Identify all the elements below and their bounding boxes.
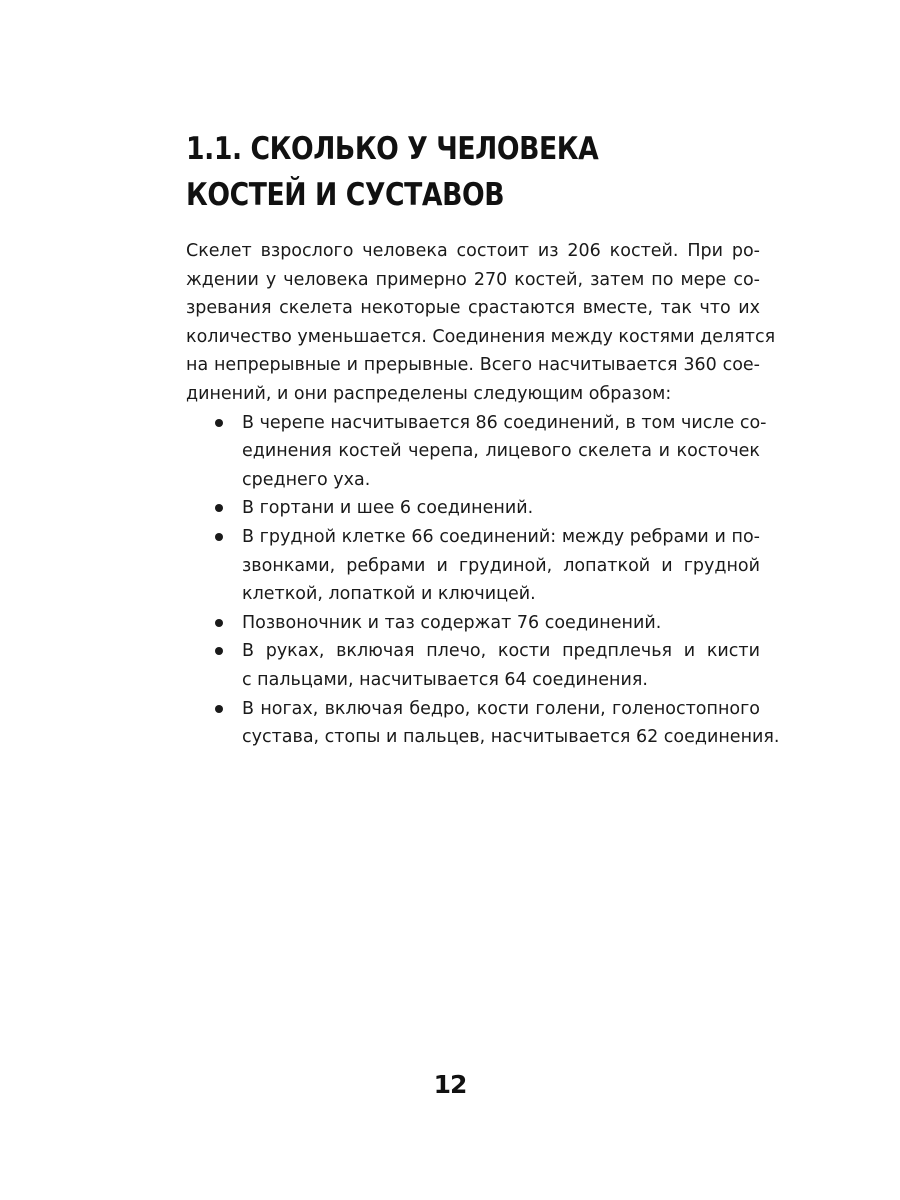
list-item — [186, 409, 767, 495]
list-item-line: среднего уха. — [242, 469, 371, 490]
heading-line-1: 1.1. СКОЛЬКО У ЧЕЛОВЕКА — [186, 131, 599, 167]
list-item-line: звонками, ребрами и грудиной, лопаткой и грудной — [242, 555, 760, 576]
bullet-icon — [215, 705, 223, 713]
intro-paragraph — [186, 237, 776, 409]
bullet-icon — [215, 619, 223, 627]
joints-list — [186, 409, 780, 752]
list-item-line: В ногах, включая бедро, кости голени, голеностопного — [242, 698, 760, 719]
bullet-icon — [215, 504, 223, 512]
intro-line: количество уменьшается. Соединения между костями делятся — [186, 326, 776, 347]
list-item-line: В руках, включая плечо, кости предплечья и кисти — [242, 641, 760, 662]
intro-line: ждении у человека примерно 270 костей, затем по мере со- — [186, 269, 760, 290]
bullet-icon — [215, 533, 223, 541]
page-number: 12 — [433, 1070, 467, 1099]
list-item-line: В черепе насчитывается 86 соединений, в том числе со- — [242, 412, 767, 433]
list-item — [186, 609, 760, 638]
list-item — [186, 523, 760, 609]
intro-line: Скелет взрослого человека состоит из 206 костей. При ро- — [186, 241, 760, 261]
list-item — [186, 637, 760, 694]
list-item-line: сустава, стопы и пальцев, насчитывается 62 соединения. — [242, 727, 780, 748]
list-item-line: Позвоночник и таз содержат 76 соединений. — [242, 612, 662, 633]
list-item — [186, 494, 760, 523]
body-text — [186, 237, 780, 752]
heading-line-2: КОСТЕЙ И СУСТАВОВ — [186, 177, 505, 213]
bullet-icon — [215, 647, 223, 655]
list-item-line: В грудной клетке 66 соединений: между ребрами и по- — [242, 526, 760, 547]
intro-line: на непрерывные и прерывные. Всего насчитывается 360 сое- — [186, 355, 760, 376]
list-item-line: В гортани и шее 6 соединений. — [242, 498, 534, 519]
intro-line: зревания скелета некоторые срастаются вместе, так что их — [186, 298, 760, 319]
section-heading — [186, 126, 702, 218]
list-item-line: клеткой, лопаткой и ключицей. — [242, 584, 536, 605]
list-item-line: с пальцами, насчитывается 64 соединения. — [242, 669, 648, 690]
intro-line: динений, и они распределены следующим образом: — [186, 383, 672, 404]
list-item — [186, 695, 780, 752]
list-item-line: единения костей черепа, лицевого скелета и косточек — [242, 441, 760, 462]
bullet-icon — [215, 419, 223, 427]
